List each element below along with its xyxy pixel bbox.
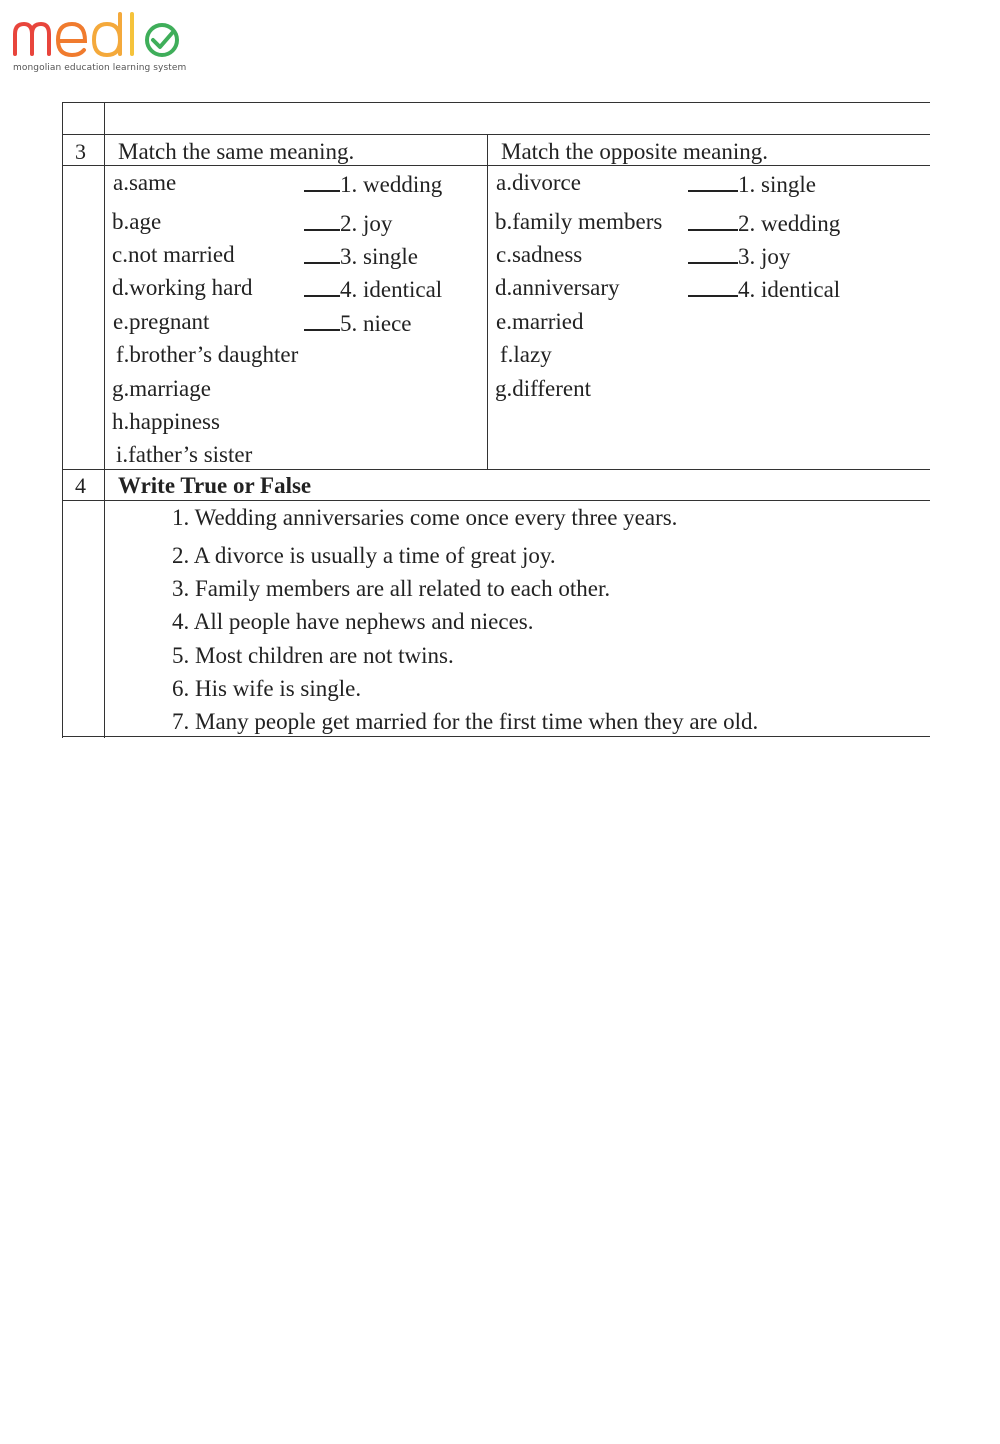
answer-blank[interactable] [304, 242, 340, 264]
match-item: 3. joy [688, 242, 790, 270]
match-item: 4. identical [304, 275, 442, 303]
exercise-number: 3 [75, 139, 86, 164]
answer-blank[interactable] [688, 209, 738, 231]
left-instruction: Match the same meaning. [118, 139, 355, 164]
exercise-number: 4 [75, 473, 86, 498]
statement: 5. Most children are not twins. [172, 643, 454, 668]
option-same: a.same [113, 170, 177, 195]
answer-blank[interactable] [304, 275, 340, 297]
answer-blank[interactable] [304, 309, 340, 331]
option-different: g.different [495, 376, 592, 401]
worksheet-table [62, 102, 930, 738]
match-item: 2. wedding [688, 209, 840, 237]
option-age: b.age [112, 209, 162, 234]
table-rule [487, 134, 488, 470]
option-pregnant: e.pregnant [113, 309, 210, 334]
answer-blank[interactable] [304, 209, 340, 231]
table-rule [104, 102, 105, 738]
statement: 1. Wedding anniversaries come once every three years. [172, 505, 678, 530]
statement: 7. Many people get married for the first time when they are old. [172, 709, 759, 734]
option-fathers-sister: i.father’s sister [116, 442, 253, 467]
logo-tagline: mongolian education learning system [13, 63, 187, 73]
table-rule [62, 134, 930, 135]
table-rule [62, 165, 930, 166]
true-false-heading: Write True or False [118, 473, 312, 498]
statement: 2. A divorce is usually a time of great joy. [172, 543, 556, 568]
match-item: 4. identical [688, 275, 840, 303]
match-item: 5. niece [304, 309, 412, 337]
table-rule [62, 102, 930, 103]
answer-blank[interactable] [304, 170, 340, 192]
statement: 3. Family members are all related to each other. [172, 576, 611, 601]
medle-wordmark-icon [12, 10, 192, 64]
right-instruction: Match the opposite meaning. [501, 139, 768, 164]
option-not-married: c.not married [112, 242, 235, 267]
table-rule [62, 469, 930, 470]
option-sadness: c.sadness [496, 242, 583, 267]
answer-blank[interactable] [688, 242, 738, 264]
option-working-hard: d.working hard [112, 275, 253, 300]
table-rule [62, 736, 930, 737]
match-item: 3. single [304, 242, 418, 270]
medle-logo [12, 10, 192, 76]
option-lazy: f.lazy [500, 342, 552, 367]
option-marriage: g.marriage [112, 376, 211, 401]
answer-blank[interactable] [688, 170, 738, 192]
statement: 4. All people have nephews and nieces. [172, 609, 534, 634]
option-happiness: h.happiness [112, 409, 220, 434]
option-anniversary: d.anniversary [495, 275, 620, 300]
answer-blank[interactable] [688, 275, 738, 297]
option-married: e.married [496, 309, 584, 334]
option-family-members: b.family members [495, 209, 663, 234]
option-divorce: a.divorce [496, 170, 581, 195]
match-item: 2. joy [304, 209, 392, 237]
table-rule [62, 102, 63, 738]
match-item: 1. single [688, 170, 816, 198]
statement: 6. His wife is single. [172, 676, 362, 701]
match-item: 1. wedding [304, 170, 442, 198]
table-rule [62, 500, 930, 501]
option-brothers-daughter: f.brother’s daughter [116, 342, 299, 367]
